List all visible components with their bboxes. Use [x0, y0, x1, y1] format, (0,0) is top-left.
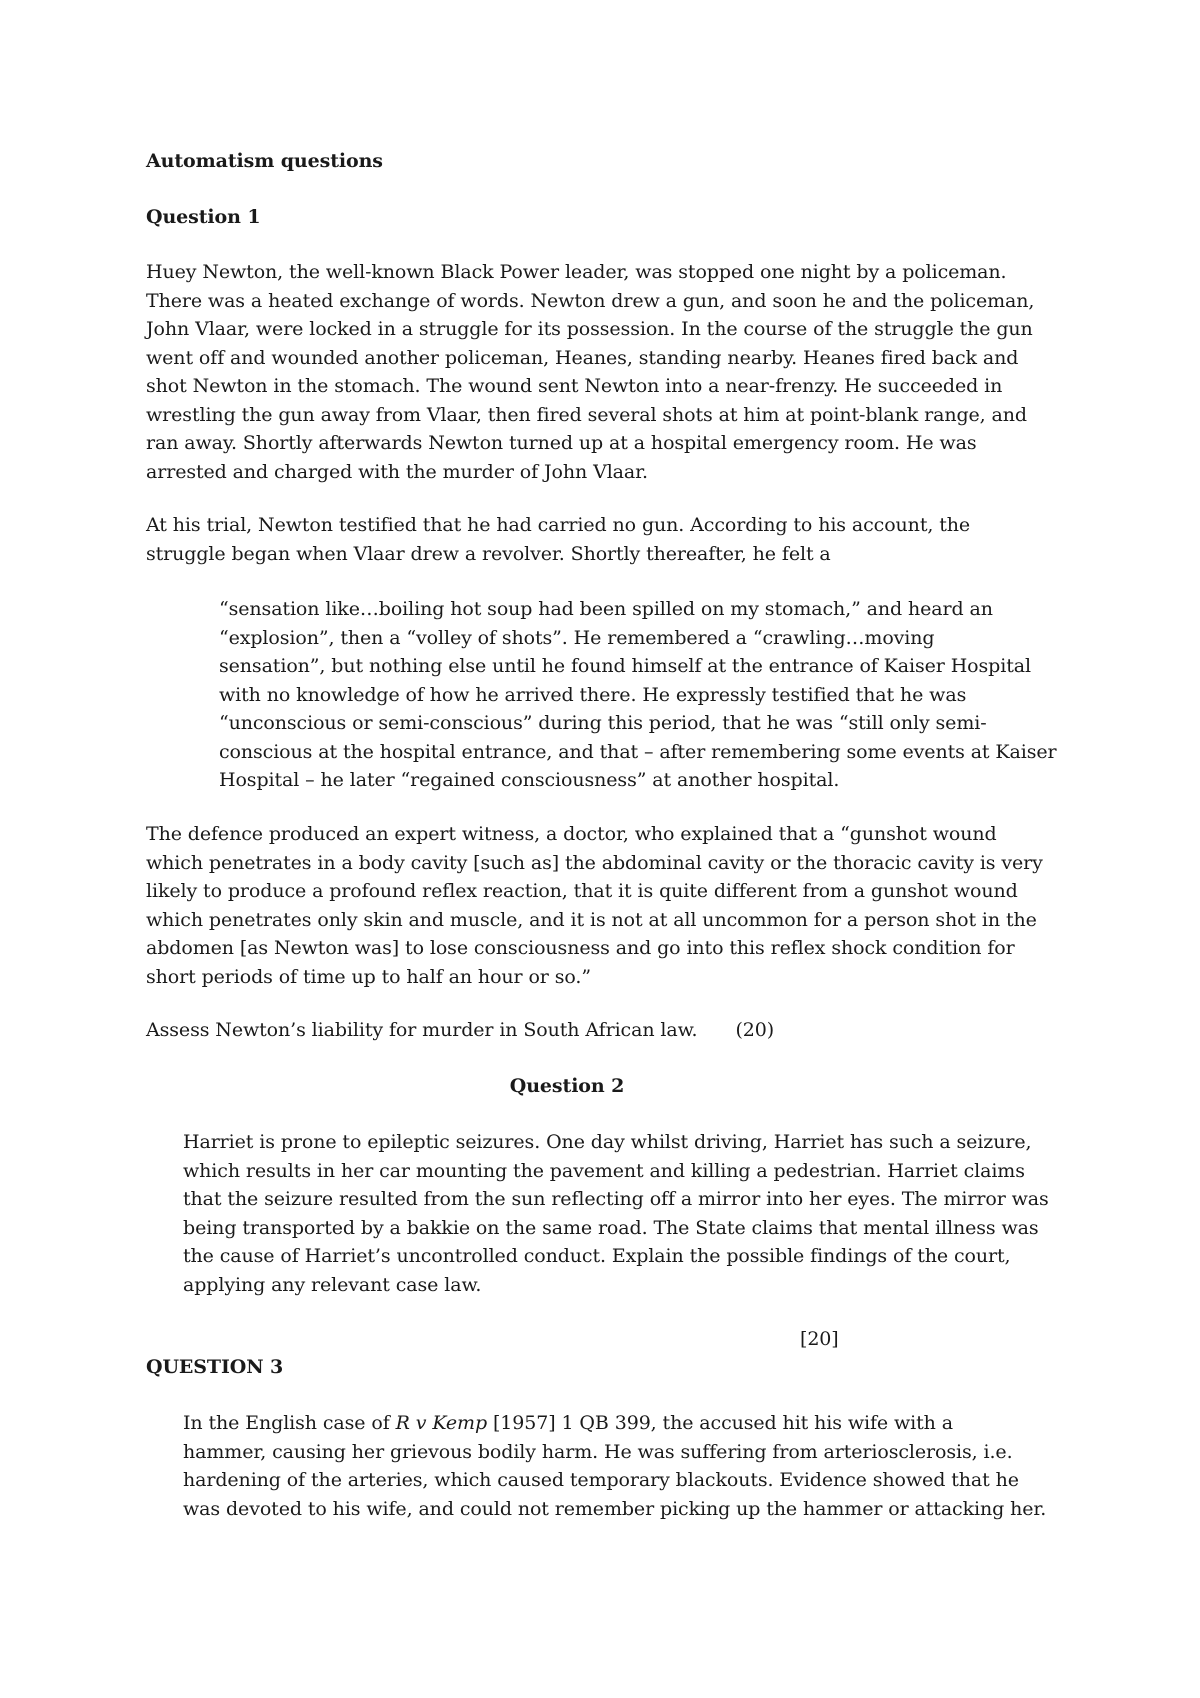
question-1-task [146, 1016, 1066, 1045]
quote-line: “unconscious or semi-conscious” during this period, that he was “still only semi- [219, 712, 987, 734]
quote-line: conscious at the hospital entrance, and that – after remembering some events at Kaiser [219, 740, 1057, 763]
case-name: R v Kemp [395, 1412, 488, 1434]
question-1-testimony-quote [219, 595, 1069, 795]
paragraph-line: Huey Newton, the well-known Black Power leader, was stopped one night by a policeman. [146, 261, 1007, 283]
quote-line: sensation”, but nothing else until he found himself at the entrance of Kaiser Hospital [219, 655, 1031, 677]
paragraph-line: The defence produced an expert witness, a doctor, who explained that a “gunshot wound [146, 823, 997, 845]
quote-line: “sensation like…boiling hot soup had been spilled on my stomach,” and heard an [219, 598, 993, 620]
paragraph-line: At his trial, Newton testified that he had carried no gun. According to his account, the [146, 514, 971, 536]
quote-line: with no knowledge of how he arrived there. He expressly testified that he was [219, 683, 967, 706]
paragraph-line: struggle began when Vlaar drew a revolver. Shortly thereafter, he felt a [146, 542, 831, 565]
paragraph-line: hammer, causing her grievous bodily harm. He was suffering from arteriosclerosis, i.e. [183, 1440, 1013, 1463]
question-3-paragraph [183, 1409, 1063, 1523]
case-intro-text: In the English case of [183, 1412, 396, 1434]
question-1-paragraph-1 [146, 258, 1066, 486]
paragraph-line: being transported by a bakkie on the same road. The State claims that mental illness was [183, 1216, 1039, 1239]
document-title: Automatism questions [146, 150, 383, 172]
quote-line: Hospital – he later “regained consciousness” at another hospital. [219, 769, 840, 791]
paragraph-line: likely to produce a profound reflex reaction, that it is quite different from a gunshot wound [146, 880, 1018, 902]
marks: (20) [735, 1019, 775, 1041]
paragraph-line: hardening of the arteries, which caused temporary blackouts. Evidence showed that he [183, 1469, 1019, 1491]
paragraph-line: There was a heated exchange of words. Newton drew a gun, and soon he and the policeman, [146, 289, 1035, 312]
paragraph-line [183, 1409, 1063, 1438]
paragraph-line: shot Newton in the stomach. The wound sent Newton into a near-frenzy. He succeeded in [146, 375, 1003, 397]
question-2-heading: Question 2 [509, 1075, 625, 1097]
paragraph-line: which results in her car mounting the pavement and killing a pedestrian. Harriet claims [183, 1159, 1025, 1182]
paragraph-line: the cause of Harriet’s uncontrolled conduct. Explain the possible findings of the court, [183, 1245, 1011, 1267]
question-1-paragraph-2 [146, 511, 1066, 568]
paragraph-line: applying any relevant case law. [183, 1273, 482, 1296]
paragraph-line: went off and wounded another policeman, Heanes, standing nearby. Heanes fired back and [146, 346, 1019, 369]
question-2-marks: [20] [800, 1328, 839, 1350]
question-2-paragraph [183, 1128, 1063, 1299]
paragraph-line: that the seizure resulted from the sun reflecting off a mirror into her eyes. The mirror was [183, 1188, 1049, 1210]
paragraph-line: arrested and charged with the murder of John Vlaar. [146, 460, 648, 483]
paragraph-line: abdomen [as Newton was] to lose consciousness and go into this reflex shock condition for [146, 937, 1015, 959]
question-1-paragraph-3 [146, 820, 1066, 991]
paragraph-line: short periods of time up to half an hour or so.” [146, 965, 591, 988]
question-3-heading: QUESTION 3 [146, 1356, 284, 1378]
question-1-heading: Question 1 [146, 206, 261, 228]
paragraph-line: John Vlaar, were locked in a struggle for its possession. In the course of the struggle the gun [146, 318, 1033, 340]
paragraph-line: wrestling the gun away from Vlaar, then fired several shots at him at point-blank range, and [146, 403, 1027, 426]
paragraph-line: was devoted to his wife, and could not remember picking up the hammer or attacking her. [183, 1497, 1047, 1520]
paragraph-line: ran away. Shortly afterwards Newton turned up at a hospital emergency room. He was [146, 432, 977, 454]
paragraph-line: which penetrates only skin and muscle, and it is not at all uncommon for a person shot in the [146, 908, 1037, 931]
task-text: Assess Newton’s liability for murder in South African law. [146, 1019, 698, 1041]
case-citation-text: [1957] 1 QB 399, the accused hit his wife with a [487, 1412, 953, 1434]
paragraph-line: which penetrates in a body cavity [such as] the abdominal cavity or the thoracic cavity is very [146, 851, 1043, 874]
paragraph-line: Harriet is prone to epileptic seizures. One day whilst driving, Harriet has such a seizure, [183, 1131, 1032, 1153]
quote-line: “explosion”, then a “volley of shots”. He remembered a “crawling…moving [219, 626, 935, 649]
